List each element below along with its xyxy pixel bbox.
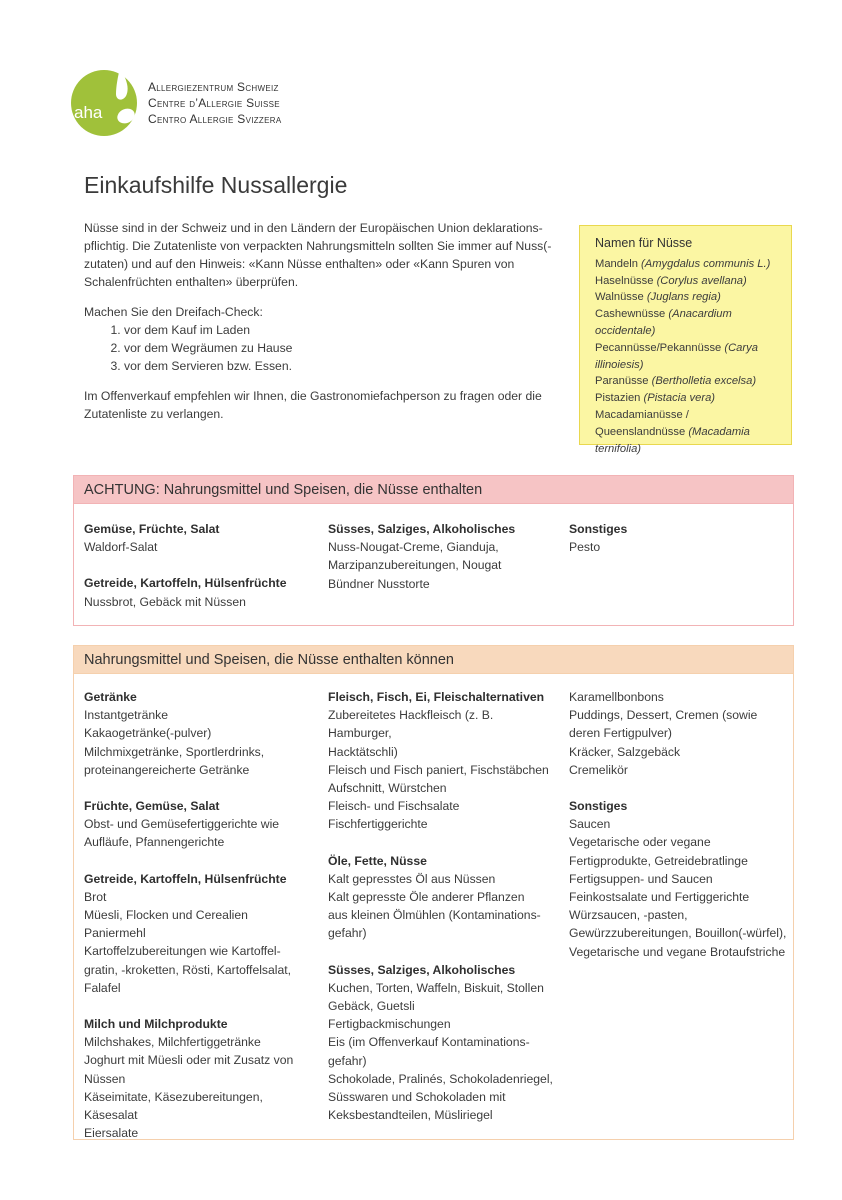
food-item-line: Nussbrot, Gebäck mit Nüssen [84,594,246,609]
food-item-line: Pesto [569,540,601,555]
food-group [569,797,791,961]
nut-names-box [579,225,792,455]
nut-latin-name: (Bertholletia excelsa) [651,375,757,388]
check-item: 2. vor dem Wegräumen zu Hause [124,339,554,357]
nut-names-list [595,256,776,458]
nut-name-item [595,340,776,374]
food-group-heading: Fleisch, Fisch, Ei, Fleischalternativen [328,690,545,704]
food-item-line: Würzsaucen, -pasten, [569,908,688,923]
logo [70,66,310,146]
nut-latin-name: (Pistacia vera) [643,392,716,405]
food-group-heading: Getreide, Kartoffeln, Hülsenfrüchte [84,576,287,591]
contains-column-3 [569,520,791,574]
page-title: Einkaufshilfe Nussallergie [84,172,348,198]
intro-paragraph-2: Im Offenverkauf empfehlen wir Ihnen, die Gastronomiefachperson zu fragen oder die Zutatenliste zu verlangen. [84,389,542,421]
section-may-contain-nuts [73,645,794,1140]
food-item-line: Kalt gepresstes Öl aus Nüssen [328,871,496,886]
may-contain-column-3 [569,688,791,979]
food-item-line: Brot [84,889,107,904]
nut-latin-name: (Anacardium occidentale) [595,308,732,337]
food-group [328,961,556,1125]
food-item-line: Kalt gepresste Öle anderer Pflanzen [328,890,525,905]
nut-name: Walnüsse [595,291,644,304]
food-item-line: Gebäck, Guetsli [328,999,415,1014]
food-item-line: Puddings, Dessert, Cremen (sowie [569,708,758,723]
nut-latin-name: (Corylus avellana) [656,274,747,287]
nut-name: Haselnüsse [595,274,654,287]
nut-name-item [595,407,776,457]
food-item-line: Falafel [84,980,121,995]
food-item-line: Aufläufe, Pfannengerichte [84,835,225,850]
logo-line-fr: Centre d’Allergie Suisse [148,96,280,110]
food-group-heading: Milch und Milchprodukte [84,1017,228,1032]
food-item-line: Keksbestandteilen, Müsliriegel [328,1108,493,1123]
food-item-line: Fischfertiggerichte [328,817,428,832]
food-item-line: Karamellbonbons [569,690,664,704]
nut-latin-name: (Carya illinoiesis) [595,341,758,371]
nut-name: Macadamianüsse / Queenslandnüsse [595,408,689,438]
food-item-line: Vegetarische oder vegane [569,835,711,850]
food-item-line: gefahr) [328,1053,367,1068]
food-item-line: Fertigprodukte, Getreidebratlinge [569,853,748,868]
section-may-contain-title: Nahrungsmittel und Speisen, die Nüsse enthalten können [74,646,793,674]
food-item-line: Vegetarische und vegane Brotaufstriche [569,944,786,959]
food-group-heading: Getränke [84,690,137,704]
nut-name: Pistazien [595,392,641,405]
nut-name: Paranüsse [595,375,649,388]
food-group-heading: Sonstiges [569,799,628,814]
nut-name-item [595,256,776,273]
food-item-line: Nüssen [84,1071,126,1086]
food-item-line: proteinangereicherte Getränke [84,762,250,777]
food-item-line: Fleisch und Fisch paniert, Fischstäbchen [328,762,549,777]
food-item-line: Müesli, Flocken und Cerealien [84,908,248,923]
nut-name: Mandeln [595,257,638,270]
check-list [84,321,554,375]
logo-mark-text: aha [74,103,103,122]
section-contains-nuts [73,475,794,626]
food-item-line: Nuss-Nougat-Creme, Gianduja, [328,540,499,555]
intro-text [84,219,554,435]
logo-text [148,79,281,127]
food-item-line: Milchmixgetränke, Sportlerdrinks, [84,744,265,759]
food-item-line: Hacktätschli) [328,744,398,759]
food-group [84,574,314,610]
food-item-line: Feinkostsalate und Fertiggerichte [569,890,750,905]
food-group-heading: Getreide, Kartoffeln, Hülsenfrüchte [84,871,287,886]
section-contains-title: ACHTUNG: Nahrungsmittel und Speisen, die Nüsse enthalten [74,476,793,504]
food-item-line: Schokolade, Pralinés, Schokoladenriegel, [328,1071,553,1086]
nut-name: Pecannüsse/Pekannüsse [595,341,722,354]
nut-name-item [595,373,776,390]
food-group [84,797,314,852]
food-item-line: Saucen [569,817,611,832]
food-item-line: Cremelikör [569,762,628,777]
nut-latin-name: (Macadamia ternifolia) [595,425,750,455]
nut-latin-name: (Juglans regia) [646,291,721,304]
food-group [328,520,556,593]
food-item-line: Paniermehl [84,926,146,941]
food-item-line: Aufschnitt, Würstchen [328,781,447,796]
food-group-heading: Sonstiges [569,522,628,536]
nut-name-item [595,273,776,290]
food-item-line: Käseimitate, Käsezubereitungen, Käsesalat [84,1089,263,1123]
food-item-line: Kartoffelzubereitungen wie Kartoffel- [84,944,281,959]
food-item-line: Kräcker, Salzgebäck [569,744,681,759]
food-group [84,870,314,997]
nut-name-item [595,390,776,407]
food-item-line: Bündner Nusstorte [328,576,430,591]
contains-column-1 [84,520,314,629]
food-item-line: gefahr) [328,926,367,941]
may-contain-column-2 [328,688,556,1142]
food-item-line: Waldorf-Salat [84,540,158,555]
intro-paragraph-1: Nüsse sind in der Schweiz und in den Ländern der Europäischen Union deklarations-pflichtig. Die Zutatenliste von verpackten Nahrungsmitteln sollten Sie immer auf Nuss(-zutaten) und auf den Hinweis: «Kann Nüsse enthalten» oder «Kann Spuren von Schalenfrüchten enthalten» überprüfen. [84,221,552,289]
nut-name: Cashewnüsse [595,308,666,321]
food-item-line: deren Fertigpulver) [569,726,672,741]
food-group-heading: Süsses, Salziges, Alkoholisches [328,962,516,977]
nut-names-title: Namen für Nüsse [595,236,693,250]
food-item-line: Eiersalate [84,1126,139,1141]
food-item-line: Gewürzzubereitungen, Bouillon(-würfel), [569,926,787,941]
food-item-line: Süsswaren und Schokoladen mit [328,1090,506,1105]
nut-latin-name: (Amygdalus communis L.) [641,257,771,270]
food-item-line: Fertigbackmischungen [328,1017,451,1032]
check-item: 3. vor dem Servieren bzw. Essen. [124,357,554,375]
food-item-line: Milchshakes, Milchfertiggetränke [84,1035,261,1050]
food-item-line: Kakaogetränke(-pulver) [84,726,212,741]
food-group-heading: Süsses, Salziges, Alkoholisches [328,522,516,536]
food-group [328,688,556,834]
food-item-line: Eis (im Offenverkauf Kontaminations- [328,1035,530,1050]
check-item: 1. vor dem Kauf im Laden [124,321,554,339]
food-group [84,688,314,779]
food-item-line: Joghurt mit Müesli oder mit Zusatz von [84,1053,294,1068]
food-group-heading: Gemüse, Früchte, Salat [84,522,220,536]
food-group [328,852,556,943]
food-group-heading: Früchte, Gemüse, Salat [84,799,220,814]
food-item-line: Zubereitetes Hackfleisch (z. B. Hamburger, [328,708,494,741]
contains-column-2 [328,520,556,611]
food-item-line: Instantgetränke [84,708,169,723]
food-item-line: Marzipanzubereitungen, Nougat [328,558,502,573]
nut-name-item [595,306,776,340]
check-intro: Machen Sie den Dreifach-Check: [84,305,263,319]
aha-logo-mark [70,66,142,138]
food-group [569,520,791,556]
food-group [84,1015,314,1142]
logo-line-de: Allergiezentrum Schweiz [148,80,279,94]
food-item-line: Fertigsuppen- und Saucen [569,871,713,886]
logo-line-it: Centro Allergie Svizzera [148,112,282,126]
food-item-line: Obst- und Gemüsefertiggerichte wie [84,817,280,832]
food-group [84,520,314,556]
food-group-heading: Öle, Fette, Nüsse [328,853,427,868]
food-item-line: gratin, -kroketten, Rösti, Kartoffelsalat, [84,962,292,977]
food-item-line: Fleisch- und Fischsalate [328,799,460,814]
food-item-line: Kuchen, Torten, Waffeln, Biskuit, Stollen [328,980,544,995]
food-item-line: aus kleinen Ölmühlen (Kontaminations- [328,908,541,923]
food-group [569,688,791,779]
nut-name-item [595,289,776,306]
may-contain-column-1 [84,688,314,1160]
